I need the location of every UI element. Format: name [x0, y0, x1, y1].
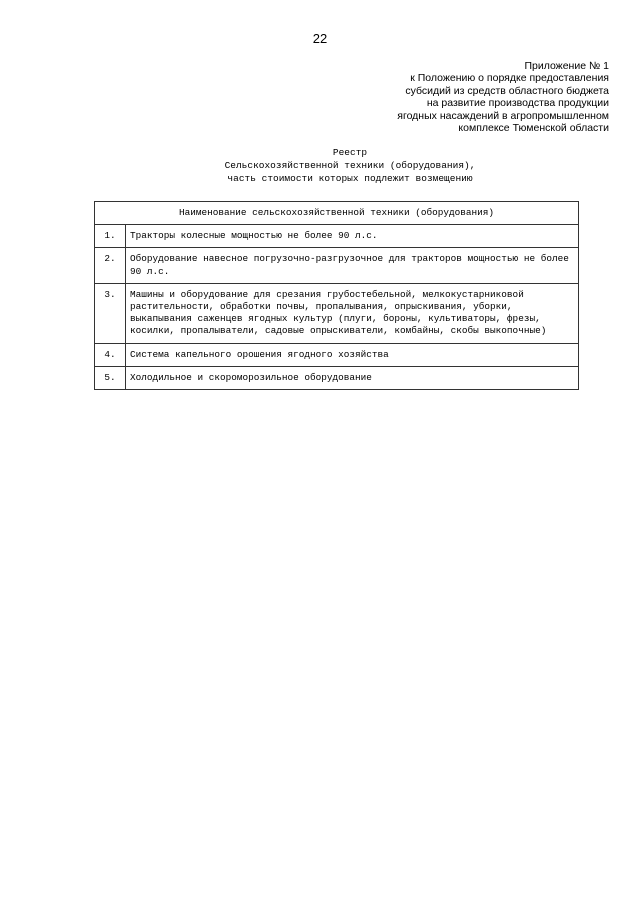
- row-name: Система капельного орошения ягодного хозяйства: [126, 343, 579, 366]
- register-subtitle-line1: Сельскохозяйственной техники (оборудования),: [224, 160, 476, 171]
- table-row: [95, 283, 579, 343]
- row-number: 2.: [95, 248, 126, 283]
- table-row: [95, 343, 579, 366]
- row-name: Холодильное и скороморозильное оборудование: [126, 366, 579, 389]
- appendix-line: комплексе Тюменской области: [458, 122, 609, 135]
- appendix-line: субсидий из средств областного бюджета: [405, 84, 609, 97]
- table-row: [95, 225, 579, 248]
- page-number: 22: [312, 31, 328, 46]
- table-header-row: [95, 202, 579, 225]
- row-number: 4.: [95, 343, 126, 366]
- register-heading: [0, 146, 640, 185]
- appendix-block: [309, 60, 609, 134]
- row-name: Машины и оборудование для срезания грубостебельной, мелкокустарниковой растительности, обработки почвы, пропалывания, опрыскивания, уборки, выкапывания саженцев ягодных культур (плуги, бороны, культиваторы, фрезы, косилки, пропалыватели, садовые опрыскиватели, комбайны, скобы выкопочные): [126, 283, 579, 343]
- appendix-line: ягодных насаждений в агропромышленном: [397, 109, 609, 122]
- row-name: Оборудование навесное погрузочно-разгрузочное для тракторов мощностью не более 90 л.с.: [126, 248, 579, 283]
- row-number: 5.: [95, 366, 126, 389]
- table-row: [95, 248, 579, 283]
- register-subtitle-line2: часть стоимости которых подлежит возмещению: [227, 173, 473, 184]
- row-number: 3.: [95, 283, 126, 343]
- table-header: Наименование сельскохозяйственной техники (оборудования): [95, 202, 579, 225]
- equipment-registry-table: [94, 201, 579, 390]
- table-row: [95, 366, 579, 389]
- appendix-line: к Положению о порядке предоставления: [410, 72, 609, 85]
- row-number: 1.: [95, 225, 126, 248]
- appendix-line: на развитие производства продукции: [426, 97, 609, 110]
- register-title: Реестр: [332, 147, 368, 158]
- appendix-line: Приложение № 1: [524, 60, 609, 72]
- row-name: Тракторы колесные мощностью не более 90 л.с.: [126, 225, 579, 248]
